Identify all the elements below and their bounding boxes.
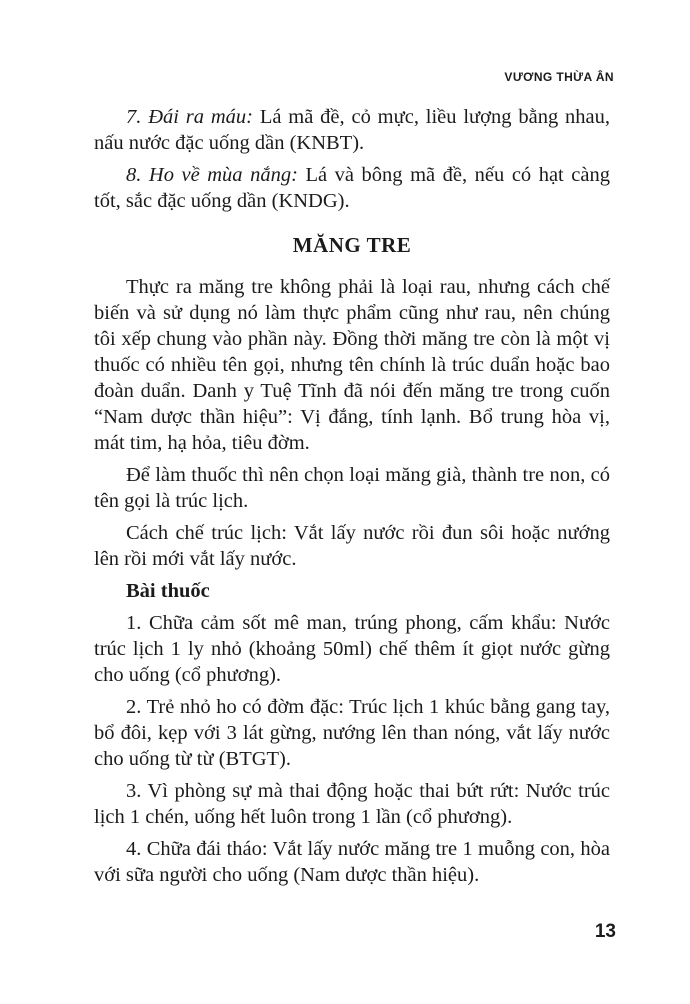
remedy-item: 2. Trẻ nhỏ ho có đờm đặc: Trúc lịch 1 khúc bằng gang tay, bổ đôi, kẹp với 3 lát gừng, nướng lên than nóng, vắt lấy nước cho uống từ từ (BTGT). — [94, 696, 610, 770]
item-label: 8. Ho về mùa nắng: — [126, 164, 298, 186]
item-text: Lá mã đề, cỏ mực, liều lượng bằng nhau, nấu nước đặc uống dần (KNBT). — [94, 106, 611, 154]
section-title: MĂNG TRE — [292, 233, 412, 257]
paragraph: Thực ra măng tre không phải là loại rau, nhưng cách chế biến và sử dụng nó làm thực phẩm cũng như rau, nên chúng tôi xếp chung vào phần này. Đồng thời măng tre còn là một vị thuốc có nhiều tên gọi, nhưng tên chính là trúc duẩn hoặc bao đoàn duẩn. Danh y Tuệ Tĩnh đã nói đến măng tre trong cuốn “Nam dược thần hiệu”: Vị đắng, tính lạnh. Bổ trung hòa vị, mát tim, hạ hỏa, tiêu đờm. — [94, 276, 610, 454]
remedy-item-8 — [94, 162, 610, 214]
item-text: Lá và bông mã đề, nếu có hạt càng tốt, sắc đặc uống dần (KNDG). — [94, 164, 610, 212]
page-number: 13 — [594, 921, 616, 942]
item-label: 7. Đái ra máu: — [126, 106, 253, 128]
subheading: Bài thuốc — [126, 580, 210, 602]
paragraph: Cách chế trúc lịch: Vắt lấy nước rồi đun sôi hoặc nướng lên rồi mới vắt lấy nước. — [94, 522, 610, 570]
remedy-item: 3. Vì phòng sự mà thai động hoặc thai bứt rứt: Nước trúc lịch 1 chén, uống hết luôn trong 1 lần (cổ phương). — [94, 780, 610, 828]
page-content — [94, 104, 610, 894]
remedy-item: 1. Chữa cảm sốt mê man, trúng phong, cấm khẩu: Nước trúc lịch 1 ly nhỏ (khoảng 50ml) chế thêm ít giọt nước gừng cho uống (cổ phương). — [94, 612, 610, 686]
paragraph: Để làm thuốc thì nên chọn loại măng già, thành tre non, có tên gọi là trúc lịch. — [94, 464, 610, 512]
remedy-item-7 — [94, 104, 610, 156]
running-header: VƯƠNG THỪA ÂN — [504, 70, 614, 84]
remedy-item: 4. Chữa đái tháo: Vắt lấy nước măng tre 1 muỗng con, hòa với sữa người cho uống (Nam dược thần hiệu). — [94, 838, 610, 886]
